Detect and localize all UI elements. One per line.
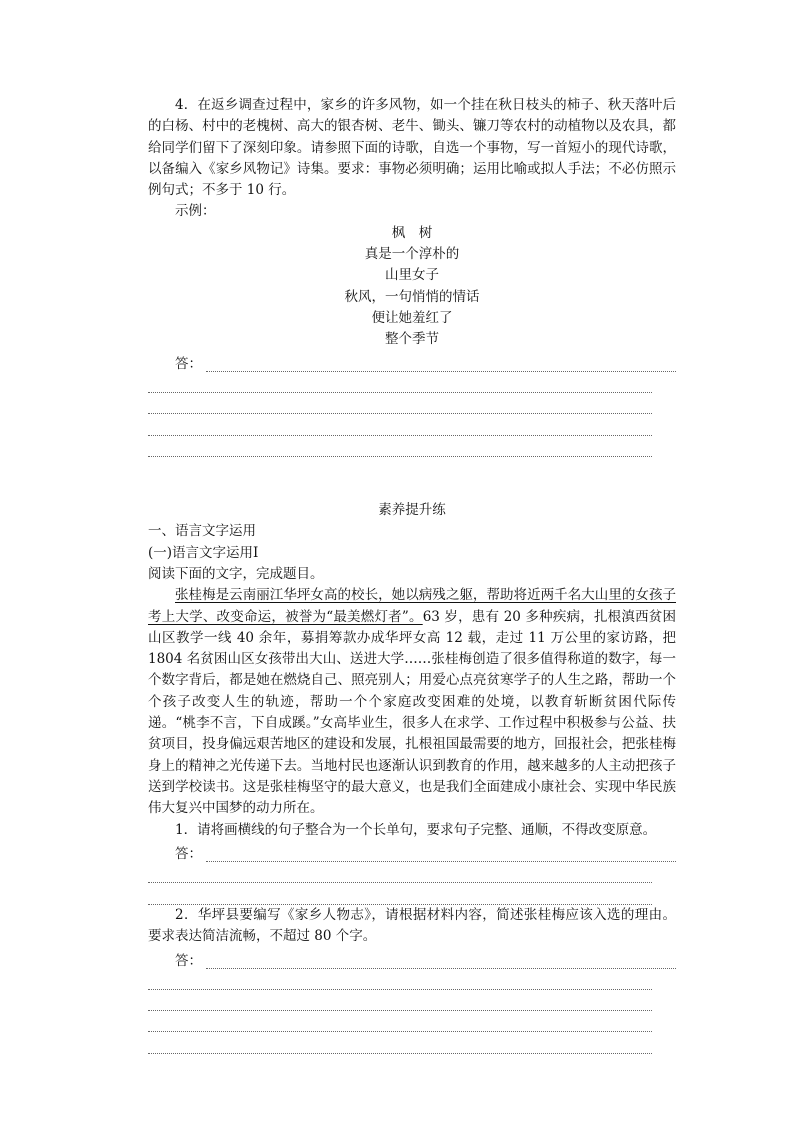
answer-line[interactable]: [148, 393, 652, 414]
underlined-sentence: 张桂梅是云南丽江华坪女高的校长，她以病残之躯，帮助将近两千名大山里的女孩子考上大学、改变命运，被誉为“最美燃灯者”。: [148, 587, 676, 625]
answer-line[interactable]: [206, 956, 676, 969]
reading-instruction: 阅读下面的文字，完成题目。: [148, 565, 324, 582]
example-poem: [148, 223, 676, 351]
example-label: 示例：: [175, 203, 216, 220]
question-1-text: 1．请将画横线的句子整合为一个长单句，要求句子完整、通顺，不得改变原意。: [175, 821, 657, 838]
answer-area-q2[interactable]: [148, 947, 676, 1053]
answer-line[interactable]: [148, 969, 652, 990]
answer-line[interactable]: [148, 990, 652, 1011]
question-2-text: 2．华坪县要编写《家乡人物志》，请根据材料内容，简述张桂梅应该入选的理由。要求表达简洁流畅，不超过 80 个字。: [148, 906, 676, 944]
poem-line: 真是一个淳朴的: [364, 246, 460, 263]
answer-line[interactable]: [148, 436, 652, 457]
answer-line[interactable]: [148, 1032, 652, 1053]
answer-line[interactable]: [148, 883, 652, 904]
answer-area-q4[interactable]: [148, 351, 676, 457]
answer-label: 答：: [175, 952, 202, 969]
answer-line[interactable]: [148, 1011, 652, 1032]
passage-body: 63 岁，患有 20 多种疾病，扎根滇西贫困山区教学一线 40 余年，募捐筹款办成华坪女高 12 载，走过 11 万公里的家访路，把 1804 名贫困山区女孩带出大山、送进大学……张桂梅创造了很多值得称道的数字，每一个数字背后，都是她在燃烧自己、照亮别人；用爱心点亮贫寒学子的人生之路，帮助一个个孩子改变人生的轨迹，帮助一个个家庭改变困难的处境，以教育斩断贫困代际传递。“桃李不言，下自成蹊。”女高毕业生，很多人在求学、工作过程中积极参与公益、扶贫项目，投身偏远艰苦地区的建设和发展，扎根祖国最需要的地方，回报社会，把张桂梅身上的精神之光传递下去。当地村民也逐渐认识到教育的作用，越来越多的人主动把孩子送到学校读书。这是张桂梅坚守的最大意义，也是我们全面建成小康社会、实现中华民族伟大复兴中国梦的动力所在。: [148, 608, 676, 817]
answer-line[interactable]: [148, 862, 652, 883]
question-4-text: 4．在返乡调查过程中，家乡的许多风物，如一个挂在秋日枝头的柿子、秋天落叶后的白杨、村中的老槐树、高大的银杏树、老牛、锄头、镰刀等农村的动植物以及农具，都给同学们留下了深刻印象。请参照下面的诗歌，自选一个事物，写一首短小的现代诗歌，以备编入《家乡风物记》诗集。要求：事物必须明确；运用比喻或拟人手法；不必仿照示例句式；不多于 10 行。: [148, 97, 676, 199]
poem-line: 整个季节: [385, 331, 439, 348]
answer-line[interactable]: [206, 359, 676, 372]
poem-line: 秋风，一句悄悄的情话: [344, 288, 480, 305]
answer-label: 答：: [175, 846, 202, 863]
poem-line: 便让她羞红了: [371, 309, 453, 326]
answer-line[interactable]: [148, 372, 652, 393]
part-subheading: (一)语言文字运用Ⅰ: [148, 544, 259, 561]
answer-label: 答：: [175, 355, 202, 372]
page-content: [148, 95, 676, 1054]
reading-passage: [148, 585, 676, 819]
answer-line[interactable]: [148, 414, 652, 435]
poem-line: 山里女子: [385, 267, 439, 284]
answer-area-q1[interactable]: [148, 841, 676, 905]
part-heading: 一、语言文字运用: [148, 523, 256, 540]
section-title: 素养提升练: [378, 502, 446, 519]
answer-line[interactable]: [206, 849, 676, 862]
poem-title: 枫 树: [391, 224, 433, 241]
